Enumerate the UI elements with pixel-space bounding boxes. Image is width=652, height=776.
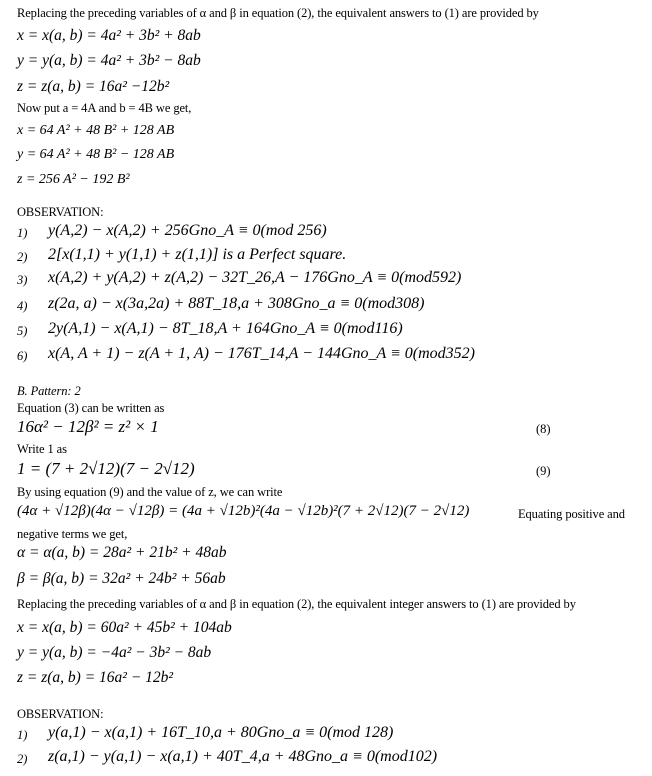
paragraph: Equating positive and xyxy=(518,507,625,521)
list-number: 3) xyxy=(17,273,28,287)
list-number: 5) xyxy=(17,324,28,338)
paragraph: Write 1 as xyxy=(17,442,67,456)
observation-item: 2y(A,1) − x(A,1) − 8T_18,A + 164Gno_A ≡ 0(mod116) xyxy=(48,320,403,337)
paragraph: Now put a = 4A and b = 4B we get, xyxy=(17,101,192,115)
equation: z = z(a, b) = 16a² −12b² xyxy=(17,78,170,95)
paragraph: By using equation (9) and the value of z, we can write xyxy=(17,485,283,499)
equation-number: (9) xyxy=(536,464,551,478)
observation-item: z(a,1) − y(a,1) − x(a,1) + 40T_4,a + 48Gno_a ≡ 0(mod102) xyxy=(48,748,438,765)
equation: y = y(a, b) = −4a² − 3b² − 8ab xyxy=(17,644,212,661)
equation: x = x(a, b) = 4a² + 3b² + 8ab xyxy=(17,27,201,44)
observation-item: z(2a, a) − x(3a,2a) + 88T_18,a + 308Gno_a ≡ 0(mod308) xyxy=(48,295,425,312)
equation: x = x(a, b) = 60a² + 45b² + 104ab xyxy=(17,619,232,636)
observation-item: 2[x(1,1) + y(1,1) + z(1,1)] is a Perfect square. xyxy=(48,246,347,263)
equation: y = 64 A² + 48 B² − 128 AB xyxy=(17,147,175,162)
observation-item: x(A,2) + y(A,2) + z(A,2) − 32T_26,A − 176Gno_A ≡ 0(mod592) xyxy=(48,269,462,286)
equation: 1 = (7 + 2√12)(7 − 2√12) xyxy=(17,459,195,478)
list-number: 1) xyxy=(17,728,28,742)
equation: (4α + √12β)(4α − √12β) = (4a + √12b)²(4a − √12b)²(7 + 2√12)(7 − 2√12) xyxy=(17,503,470,519)
equation: β = β(a, b) = 32a² + 24b² + 56ab xyxy=(17,570,226,587)
observation-item: y(a,1) − x(a,1) + 16T_10,a + 80Gno_a ≡ 0(mod 128) xyxy=(48,724,394,741)
list-number: 6) xyxy=(17,349,28,363)
equation: z = z(a, b) = 16a² − 12b² xyxy=(17,669,174,686)
list-number: 2) xyxy=(17,250,28,264)
list-number: 2) xyxy=(17,752,28,766)
section-heading: B. Pattern: 2 xyxy=(17,384,81,398)
observation-heading: OBSERVATION: xyxy=(17,707,104,721)
paragraph: Replacing the preceding variables of α and β in equation (2), the equivalent answers to (1) are provided by xyxy=(17,6,539,20)
observation-item: x(A, A + 1) − z(A + 1, A) − 176T_14,A − 144Gno_A ≡ 0(mod352) xyxy=(48,345,475,362)
equation: y = y(a, b) = 4a² + 3b² − 8ab xyxy=(17,52,201,69)
equation: 16α² − 12β² = z² × 1 xyxy=(17,417,159,436)
list-number: 1) xyxy=(17,226,28,240)
list-number: 4) xyxy=(17,299,28,313)
observation-item: y(A,2) − x(A,2) + 256Gno_A ≡ 0(mod 256) xyxy=(48,222,327,239)
equation: α = α(a, b) = 28a² + 21b² + 48ab xyxy=(17,544,227,561)
equation-number: (8) xyxy=(536,422,551,436)
paragraph: Replacing the preceding variables of α and β in equation (2), the equivalent integer answers to (1) are provided by xyxy=(17,597,576,611)
equation: z = 256 A² − 192 B² xyxy=(17,172,130,187)
equation: x = 64 A² + 48 B² + 128 AB xyxy=(17,123,175,138)
observation-heading: OBSERVATION: xyxy=(17,205,104,219)
paragraph: negative terms we get, xyxy=(17,527,128,541)
paragraph: Equation (3) can be written as xyxy=(17,401,165,415)
